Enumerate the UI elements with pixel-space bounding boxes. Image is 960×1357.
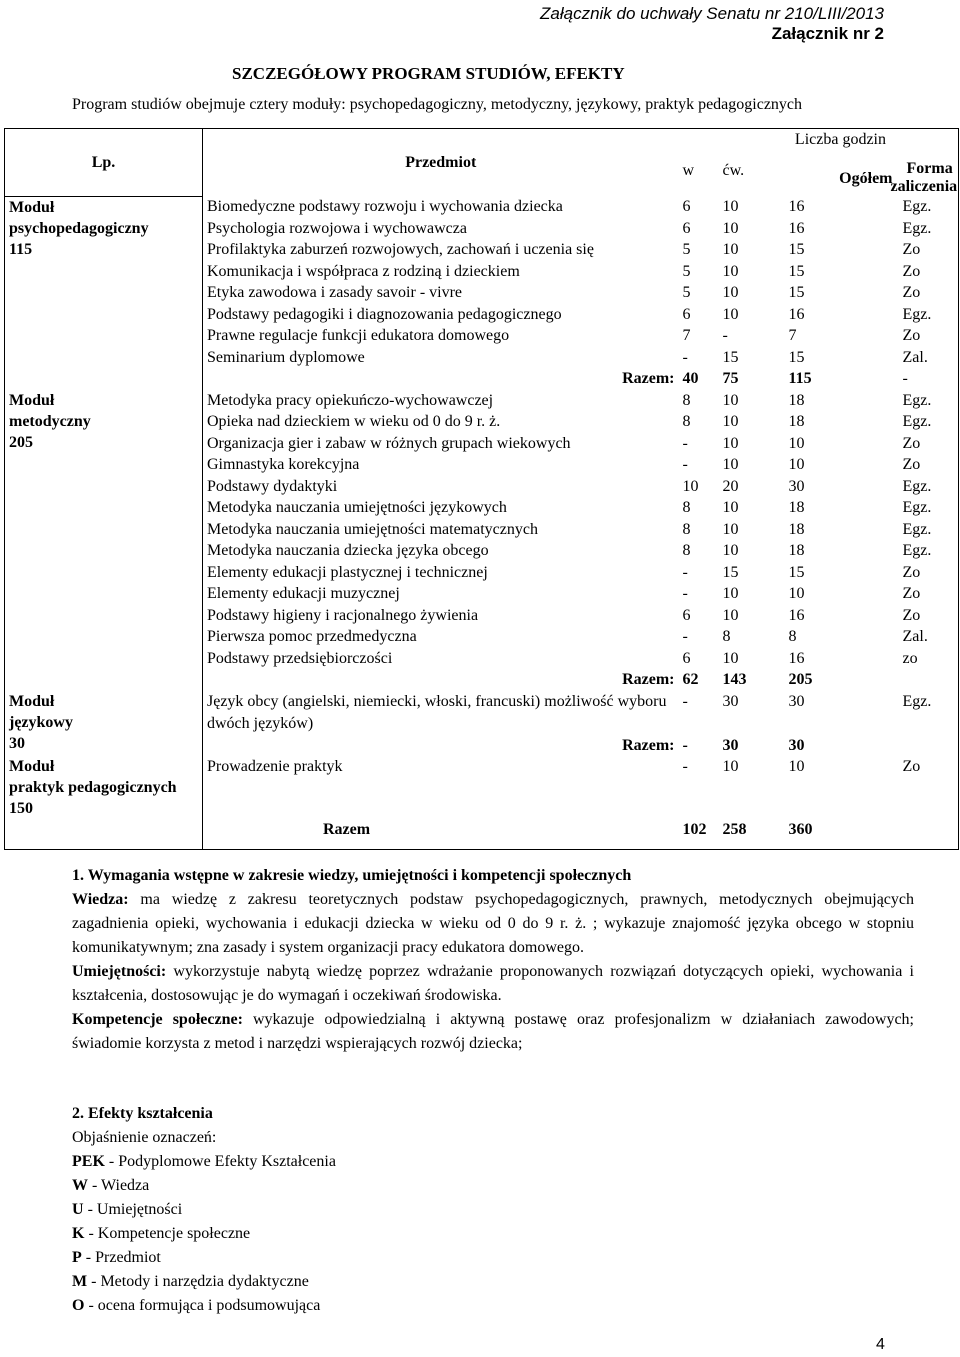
subject-name: Gimnastyka korekcyjna <box>207 456 360 473</box>
value-cell: 143 <box>722 671 747 688</box>
table-header-row <box>5 129 959 161</box>
value-cell: - <box>682 692 688 710</box>
value-cell: Zo <box>897 239 959 261</box>
value-cell: 6 <box>682 305 691 323</box>
subject-name: Psychologia rozwojowa i wychowawcza <box>207 219 467 237</box>
value-cell: 30 <box>722 692 739 710</box>
value-cell: Egz. <box>897 497 959 519</box>
value-cell: 10 <box>722 241 739 258</box>
value-cell: 10 <box>722 391 739 409</box>
value-cell: Egz. <box>897 691 959 735</box>
value-cell: Zo <box>897 756 959 788</box>
value-cell: 10 <box>722 542 739 559</box>
value-cell: 15 <box>788 348 805 366</box>
section-1-competences: Kompetencje społeczne: wykazuje odpowiedzialną i aktywną postawę oraz profesjonalizm w działaniach zawodowych; świadomie korzysta z metod i narzędzi wspierających rozwój dziecka; <box>72 1011 914 1052</box>
sum-label: Razem: <box>622 736 675 754</box>
section-1-skills: Umiejętności: wykorzystuje nabytą wiedzę poprzez wdrażanie proponowanych rozwiązań dotyczących opieki, wychowania i kształcenia, dostosowując je do wymagań i oczekiwań środowiska. <box>72 963 914 1004</box>
section-1-knowledge: Wiedza: ma wiedzę z zakresu teoretycznych podstaw psychopedagogicznych, prawnych, metodycznych obejmujących zagadnienia opieki, wychowania i edukacji dziecka w wieku od 0 do 9 r. ż. ; wykazuje znajomość języka obcego w stopniu komunikatywnym; zna zasady i system organizacji pracy edukatora domowego. <box>72 891 914 956</box>
value-cell: 10 <box>722 434 739 452</box>
value-cell: - <box>682 348 688 366</box>
subject-name: Opieka nad dzieckiem w wieku od 0 do 9 r. ż. <box>207 413 501 430</box>
section-1-title: 1. Wymagania wstępne w zakresie wiedzy, umiejętności i kompetencji społecznych <box>72 867 632 884</box>
value-cell: 18 <box>788 413 805 430</box>
subject-name: Podstawy dydaktyki <box>207 477 338 495</box>
legend-item: O - ocena formująca i podsumowująca <box>72 1297 321 1314</box>
value-cell: 10 <box>722 758 739 775</box>
value-cell: 8 <box>788 628 797 645</box>
sum-label: Razem: <box>622 370 675 387</box>
value-cell: 8 <box>682 413 691 430</box>
subject-name: Metodyka nauczania umiejętności językowych <box>207 499 507 516</box>
value-cell: 10 <box>788 434 805 452</box>
total-value <box>897 819 959 849</box>
value-cell: - <box>682 736 688 754</box>
value-cell: 5 <box>682 262 691 280</box>
value-cell: 16 <box>788 649 805 667</box>
value-cell: 10 <box>722 413 739 430</box>
subject-name: Podstawy przedsiębiorczości <box>207 649 393 667</box>
header-hours: Liczba godzin <box>679 129 959 161</box>
legend-item: PEK - Podyplomowe Efekty Kształcenia <box>72 1153 336 1170</box>
total-value: 102 <box>679 819 719 849</box>
value-cell: 205 <box>788 671 813 688</box>
program-table <box>4 128 959 850</box>
value-cell: 18 <box>788 542 805 559</box>
value-cell: 16 <box>788 219 805 237</box>
value-cell: 15 <box>788 241 805 258</box>
value-cell: 15 <box>722 563 739 581</box>
value-cell: 10 <box>722 520 739 538</box>
value-cell: 10 <box>722 284 739 301</box>
value-cell: 8 <box>682 520 691 538</box>
value-cell: - <box>682 758 688 775</box>
table-row <box>5 691 959 735</box>
value-cell: - <box>682 434 688 452</box>
value-cell: 30 <box>788 736 805 754</box>
value-cell: 5 <box>682 241 691 258</box>
value-cell: 62 <box>682 671 699 688</box>
value-cell: 10 <box>722 219 739 237</box>
value-cell: 30 <box>788 692 805 710</box>
value-cell: 10 <box>788 456 805 473</box>
value-cell: 115 <box>788 370 812 387</box>
value-cell: - <box>682 563 688 581</box>
value-cell: - <box>897 368 959 390</box>
section-2 <box>72 1102 914 1318</box>
value-cell: - <box>722 327 728 344</box>
subject-name: Prowadzenie praktyk <box>207 758 343 775</box>
subject-name: Metodyka pracy opiekuńczo-wychowawczej <box>207 391 494 409</box>
module-label: Moduł metodyczny 205 <box>5 390 203 691</box>
value-cell: Zo <box>897 282 959 304</box>
value-cell: 18 <box>788 391 805 409</box>
value-cell: 10 <box>722 262 739 280</box>
subject-name: Prawne regulacje funkcji edukatora domowego <box>207 327 510 344</box>
module-label: Moduł psychopedagogiczny 115 <box>5 196 203 390</box>
description-sections <box>72 864 914 1318</box>
subject-name: Biomedyczne podstawy rozwoju i wychowania dziecka <box>207 198 563 215</box>
value-cell: 15 <box>788 284 805 301</box>
legend-item: K - Kompetencje społeczne <box>72 1225 251 1242</box>
value-cell: 15 <box>722 348 739 366</box>
header-w: w <box>682 162 695 179</box>
value-cell: 7 <box>788 327 797 344</box>
empty-cell <box>5 819 203 849</box>
value-cell: Egz. <box>897 218 959 240</box>
total-value: 360 <box>759 819 897 849</box>
value-cell: Zo <box>897 583 959 605</box>
value-cell: Zal. <box>897 347 959 369</box>
value-cell: 16 <box>788 606 805 624</box>
value-cell: 8 <box>682 499 691 516</box>
value-cell <box>897 788 959 820</box>
page-title: SZCZEGÓŁOWY PROGRAM STUDIÓW, EFEKTY <box>232 64 625 83</box>
intro-text: Program studiów obejmuje cztery moduły: psychopedagogiczny, metodyczny, językowy, praktyk pedagogicznych <box>72 96 803 113</box>
subject-name: Elementy edukacji muzycznej <box>207 585 400 602</box>
value-cell: 10 <box>788 585 805 602</box>
legend-item: M - Metody i narzędzia dydaktyczne <box>72 1273 309 1290</box>
header-cw: ćw. <box>722 162 745 179</box>
value-cell: 20 <box>722 477 739 495</box>
subject-name: Organizacja gier i zabaw w różnych grupach wiekowych <box>207 434 571 452</box>
value-cell <box>759 788 897 820</box>
header-form: Forma zaliczenia <box>890 160 958 195</box>
value-cell: 16 <box>788 305 805 323</box>
value-cell <box>897 735 959 757</box>
sum-label <box>203 788 679 820</box>
value-cell: Zo <box>897 325 959 347</box>
value-cell: 6 <box>682 606 691 624</box>
value-cell: 10 <box>682 477 699 495</box>
value-cell: 16 <box>788 198 805 215</box>
sum-label: Razem: <box>622 671 675 688</box>
subject-name: Etyka zawodowa i zasady savoir - vivre <box>207 284 463 301</box>
value-cell: Egz. <box>897 411 959 433</box>
value-cell: 10 <box>722 585 739 602</box>
value-cell: Egz. <box>897 476 959 498</box>
value-cell: 10 <box>722 456 739 473</box>
module-label: Moduł językowy 30 <box>5 691 203 757</box>
table-row <box>5 390 959 412</box>
value-cell: 30 <box>788 477 805 495</box>
value-cell: Zo <box>897 433 959 455</box>
value-cell <box>897 669 959 691</box>
value-cell: 15 <box>788 262 805 280</box>
value-cell: 8 <box>682 391 691 409</box>
value-cell: Egz. <box>897 196 959 218</box>
value-cell: Zo <box>897 454 959 476</box>
value-cell: Egz. <box>897 304 959 326</box>
subject-name: Profilaktyka zaburzeń rozwojowych, zachowań i uczenia się <box>207 241 594 258</box>
value-cell: 15 <box>788 563 805 581</box>
header-line-2: Załącznik nr 2 <box>771 24 884 43</box>
value-cell: 6 <box>682 649 691 667</box>
value-cell: 18 <box>788 499 805 516</box>
header-lp: Lp. <box>5 129 203 197</box>
value-cell: Zo <box>897 261 959 283</box>
value-cell: 40 <box>682 370 699 387</box>
subject-name: Komunikacja i współpraca z rodziną i dzieckiem <box>207 262 520 280</box>
value-cell: 10 <box>722 649 739 667</box>
subject-name: Podstawy higieny i racjonalnego żywienia <box>207 606 479 624</box>
value-cell: 7 <box>682 327 691 344</box>
table-total-row <box>5 819 959 849</box>
subject-name: Metodyka nauczania umiejętności matematycznych <box>207 520 538 538</box>
page-number: 4 <box>876 1336 885 1353</box>
subject-name: Język obcy (angielski, niemiecki, włoski, francuski) możliwość wyboru dwóch języków) <box>207 692 667 732</box>
legend-list <box>72 1150 914 1318</box>
value-cell: 6 <box>682 219 691 237</box>
value-cell: 8 <box>682 542 691 559</box>
legend-item: U - Umiejętności <box>72 1201 183 1218</box>
value-cell: 8 <box>722 628 731 645</box>
value-cell <box>719 788 759 820</box>
header-subject: Przedmiot <box>203 129 679 197</box>
subject-name: Elementy edukacji plastycznej i technicznej <box>207 563 488 581</box>
value-cell: Egz. <box>897 519 959 541</box>
legend-subtitle: Objaśnienie oznaczeń: <box>72 1129 217 1146</box>
value-cell: 10 <box>722 499 739 516</box>
value-cell: 75 <box>722 370 739 387</box>
value-cell: Zal. <box>897 626 959 648</box>
header-total: Ogółem <box>839 169 893 187</box>
subject-name: Metodyka nauczania dziecka języka obcego <box>207 542 489 559</box>
value-cell: Egz. <box>897 390 959 412</box>
table-row <box>5 196 959 218</box>
value-cell: zo <box>897 648 959 670</box>
value-cell: 10 <box>788 758 805 775</box>
section-2-title: 2. Efekty kształcenia <box>72 1105 213 1122</box>
total-label: Razem <box>203 819 679 849</box>
value-cell: 5 <box>682 284 691 301</box>
header-line-1: Załącznik do uchwały Senatu nr 210/LIII/2013 <box>540 4 884 23</box>
value-cell <box>679 788 719 820</box>
value-cell: 10 <box>722 198 739 215</box>
value-cell: 6 <box>682 198 691 215</box>
value-cell: Zo <box>897 562 959 584</box>
value-cell: - <box>682 456 688 473</box>
module-label: Moduł praktyk pedagogicznych 150 <box>5 756 203 819</box>
value-cell: - <box>682 628 688 645</box>
value-cell: 10 <box>722 305 739 323</box>
value-cell: 10 <box>722 606 739 624</box>
total-value: 258 <box>719 819 759 849</box>
subject-name: Pierwsza pomoc przedmedyczna <box>207 628 417 645</box>
value-cell: - <box>682 585 688 602</box>
value-cell: 30 <box>722 736 739 754</box>
legend-item: P - Przedmiot <box>72 1249 161 1266</box>
value-cell: 18 <box>788 520 805 538</box>
table-row <box>5 756 959 788</box>
subject-name: Seminarium dyplomowe <box>207 348 365 366</box>
legend-item: W - Wiedza <box>72 1177 150 1194</box>
subject-name: Podstawy pedagogiki i diagnozowania pedagogicznego <box>207 305 562 323</box>
value-cell: Egz. <box>897 540 959 562</box>
value-cell: Zo <box>897 605 959 627</box>
